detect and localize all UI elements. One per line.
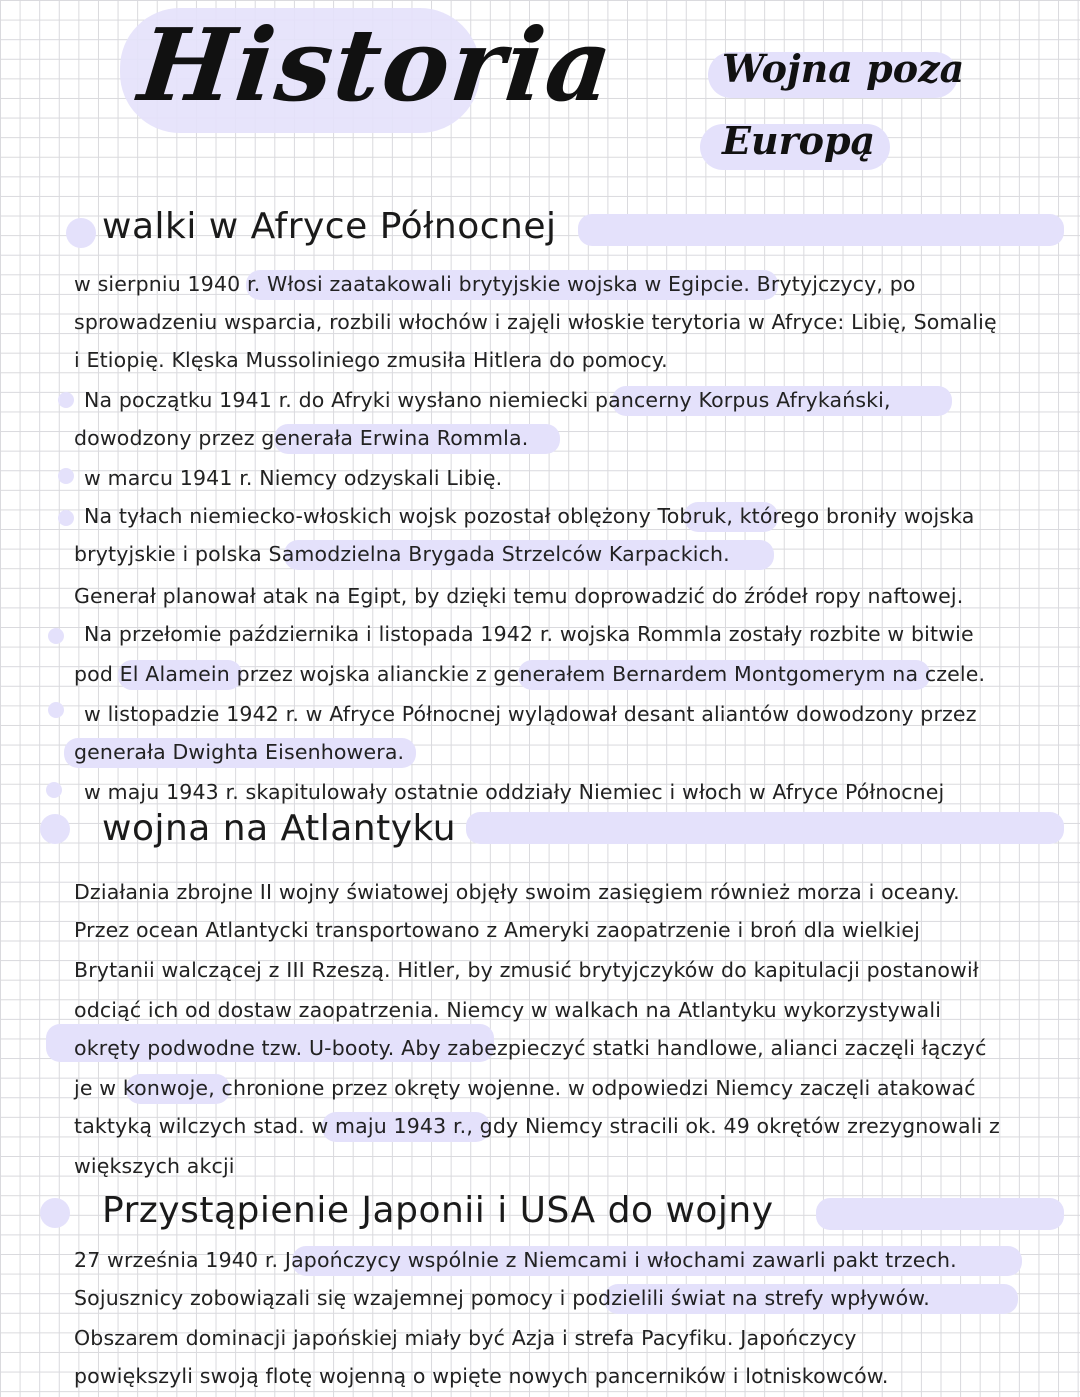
text-line: Działania zbrojne II wojny światowej objęły swoim zasięgiem również morza i oceany. (74, 880, 960, 904)
text-line: Na początku 1941 r. do Afryki wysłano niemiecki pancerny Korpus Afrykański, (84, 388, 891, 412)
text-line: Generał planował atak na Egipt, by dzięki temu doprowadzić do źródeł ropy naftowej. (74, 584, 964, 608)
bullet-dot (66, 218, 96, 248)
bullet-dot (58, 510, 74, 526)
text-line: generała Dwighta Eisenhowera. (74, 740, 405, 764)
text-line: je w konwoje, chronione przez okręty wojenne. w odpowiedzi Niemcy zaczęli atakować (74, 1076, 976, 1100)
bullet-dot (48, 628, 64, 644)
text-line: Sojusznicy zobowiązali się wzajemnej pomocy i podzielili świat na strefy wpływów. (74, 1286, 930, 1310)
heading-underline (466, 812, 1064, 844)
text-line: i Etiopię. Klęska Mussoliniego zmusiła Hitlera do pomocy. (74, 348, 668, 372)
text-line: Na tyłach niemiecko-włoskich wojsk pozostał oblężony Tobruk, którego broniły wojska (84, 504, 975, 528)
subtitle-line-1: Wojna poza (722, 46, 965, 91)
text-line: w marcu 1941 r. Niemcy odzyskali Libię. (84, 466, 503, 490)
text-line: Na przełomie października i listopada 1942 r. wojska Rommla zostały rozbite w bitwie (84, 622, 974, 646)
text-line: sprowadzeniu wsparcia, rozbili włochów i zajęli włoskie terytoria w Afryce: Libię, Somalię (74, 310, 997, 334)
text-line: w sierpniu 1940 r. Włosi zaatakowali brytyjskie wojska w Egipcie. Brytyjczycy, po (74, 272, 916, 296)
text-line: brytyjskie i polska Samodzielna Brygada Strzelców Karpackich. (74, 542, 730, 566)
text-line: pod El Alamein przez wojska alianckie z generałem Bernardem Montgomerym na czele. (74, 662, 986, 686)
text-line: w maju 1943 r. skapitulowały ostatnie oddziały Niemiec i włoch w Afryce Północnej (84, 780, 945, 804)
bullet-dot (58, 392, 74, 408)
heading-underline (816, 1198, 1064, 1230)
text-line: dowodzony przez generała Erwina Rommla. (74, 426, 529, 450)
text-line: taktyką wilczych stad. w maju 1943 r., gdy Niemcy stracili ok. 49 okrętów zrezygnowali z (74, 1114, 1000, 1138)
section-heading: wojna na Atlantyku (102, 808, 457, 849)
text-line: Obszarem dominacji japońskiej miały być Azja i strefa Pacyfiku. Japończycy (74, 1326, 857, 1350)
text-line: w listopadzie 1942 r. w Afryce Północnej wylądował desant aliantów dowodzony przez (84, 702, 977, 726)
heading-underline (578, 214, 1064, 246)
bullet-dot (46, 782, 62, 798)
text-line: odciąć ich od dostaw zaopatrzenia. Niemcy w walkach na Atlantyku wykorzystywali (74, 998, 942, 1022)
text-line: powiększyli swoją flotę wojenną o wpięte nowych pancerników i lotniskowców. (74, 1364, 889, 1388)
subtitle-line-2: Europą (722, 118, 876, 163)
text-line: 27 września 1940 r. Japończycy wspólnie z Niemcami i włochami zawarli pakt trzech. (74, 1248, 957, 1272)
section-heading: walki w Afryce Północnej (102, 206, 557, 247)
page-title: Historia (133, 6, 620, 124)
bullet-dot (58, 468, 74, 484)
text-line: większych akcji (74, 1154, 235, 1178)
section-heading: Przystąpienie Japonii i USA do wojny (102, 1190, 774, 1231)
text-line: Przez ocean Atlantycki transportowano z Ameryki zaopatrzenie i broń dla wielkiej (74, 918, 921, 942)
bullet-dot (48, 702, 64, 718)
bullet-dot (40, 814, 70, 844)
text-line: okręty podwodne tzw. U-booty. Aby zabezpieczyć statki handlowe, alianci zaczęli łączyć (74, 1036, 987, 1060)
text-line: Brytanii walczącej z III Rzeszą. Hitler, by zmusić brytyjczyków do kapitulacji postanowił (74, 958, 979, 982)
bullet-dot (40, 1198, 70, 1228)
